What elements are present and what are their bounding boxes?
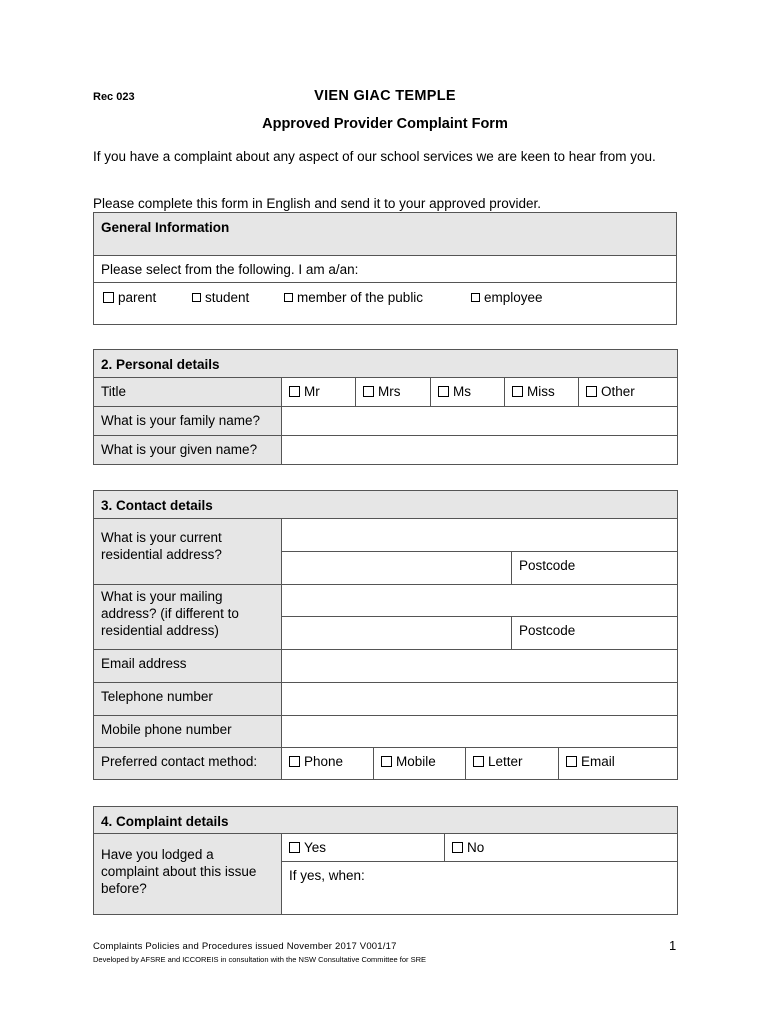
family-name-field[interactable] [282, 407, 678, 436]
lodged-option-yes[interactable]: Yes [282, 834, 445, 862]
footer-developed-line: Developed by AFSRE and ICCOREIS in consultation with the NSW Consultative Committee for SRE [93, 955, 427, 964]
residential-address-field[interactable] [282, 519, 678, 552]
mailing-address-label: What is your mailing address? (if different to residential address) [94, 585, 282, 650]
residential-postcode[interactable]: Postcode [512, 552, 678, 585]
checkbox-icon[interactable] [192, 293, 201, 302]
checkbox-icon[interactable] [586, 386, 597, 397]
residential-address-label: What is your current residential address? [94, 519, 282, 585]
checkbox-icon[interactable] [512, 386, 523, 397]
mobile-label: Mobile phone number [94, 716, 282, 748]
form-title: Approved Provider Complaint Form [262, 116, 508, 132]
title-option-other[interactable]: Other [579, 378, 678, 407]
lodged-before-label: Have you lodged a complaint about this issue before? [94, 834, 282, 915]
preferred-method-label: Preferred contact method: [94, 748, 282, 780]
contact-heading: 3. Contact details [94, 491, 678, 519]
checkbox-icon[interactable] [289, 756, 300, 767]
method-option-phone[interactable]: Phone [282, 748, 374, 780]
checkbox-icon[interactable] [473, 756, 484, 767]
checkbox-icon[interactable] [452, 842, 463, 853]
complaint-details-table [93, 806, 678, 915]
record-number: Rec 023 [93, 91, 135, 103]
residential-address-line2[interactable] [282, 552, 512, 585]
email-field[interactable] [282, 650, 678, 683]
general-heading: General Information [94, 213, 677, 256]
general-prompt: Please select from the following. I am a/an: [94, 256, 677, 283]
role-option-student[interactable]: student [192, 290, 249, 305]
title-label: Title [94, 378, 282, 407]
role-options [94, 283, 677, 325]
role-option-parent[interactable]: parent [103, 290, 156, 305]
personal-details-table [93, 349, 678, 465]
mailing-address-field[interactable] [282, 585, 678, 617]
mobile-field[interactable] [282, 716, 678, 748]
role-option-employee[interactable]: employee [471, 290, 543, 305]
title-option-miss[interactable]: Miss [505, 378, 579, 407]
role-option-public[interactable]: member of the public [284, 290, 423, 305]
checkbox-icon[interactable] [381, 756, 392, 767]
checkbox-icon[interactable] [284, 293, 293, 302]
family-name-label: What is your family name? [94, 407, 282, 436]
footer-policy-line: Complaints Policies and Procedures issued November 2017 V001/17 [93, 941, 397, 952]
checkbox-icon[interactable] [289, 842, 300, 853]
method-option-email[interactable]: Email [559, 748, 678, 780]
checkbox-icon[interactable] [103, 292, 114, 303]
personal-heading: 2. Personal details [94, 350, 678, 378]
page-number: 1 [669, 938, 677, 953]
method-option-letter[interactable]: Letter [466, 748, 559, 780]
title-option-mrs[interactable]: Mrs [356, 378, 431, 407]
mailing-address-line2[interactable] [282, 617, 512, 650]
title-option-ms[interactable]: Ms [431, 378, 505, 407]
checkbox-icon[interactable] [438, 386, 449, 397]
contact-details-table [93, 490, 678, 780]
lodged-option-no[interactable]: No [445, 834, 678, 862]
checkbox-icon[interactable] [289, 386, 300, 397]
organisation-name: VIEN GIAC TEMPLE [314, 88, 456, 104]
checkbox-icon[interactable] [471, 293, 480, 302]
checkbox-icon[interactable] [566, 756, 577, 767]
method-option-mobile[interactable]: Mobile [374, 748, 466, 780]
instruction-text: Please complete this form in English and send it to your approved provider. [93, 196, 541, 211]
given-name-label: What is your given name? [94, 436, 282, 465]
title-option-mr[interactable]: Mr [282, 378, 356, 407]
complaint-heading: 4. Complaint details [94, 807, 678, 834]
telephone-field[interactable] [282, 683, 678, 716]
checkbox-icon[interactable] [363, 386, 374, 397]
telephone-label: Telephone number [94, 683, 282, 716]
email-label: Email address [94, 650, 282, 683]
intro-text: If you have a complaint about any aspect of our school services we are keen to hear from you. [93, 149, 656, 164]
if-yes-when-field[interactable]: If yes, when: [282, 862, 678, 915]
given-name-field[interactable] [282, 436, 678, 465]
general-information-table [93, 212, 677, 325]
mailing-postcode[interactable]: Postcode [512, 617, 678, 650]
